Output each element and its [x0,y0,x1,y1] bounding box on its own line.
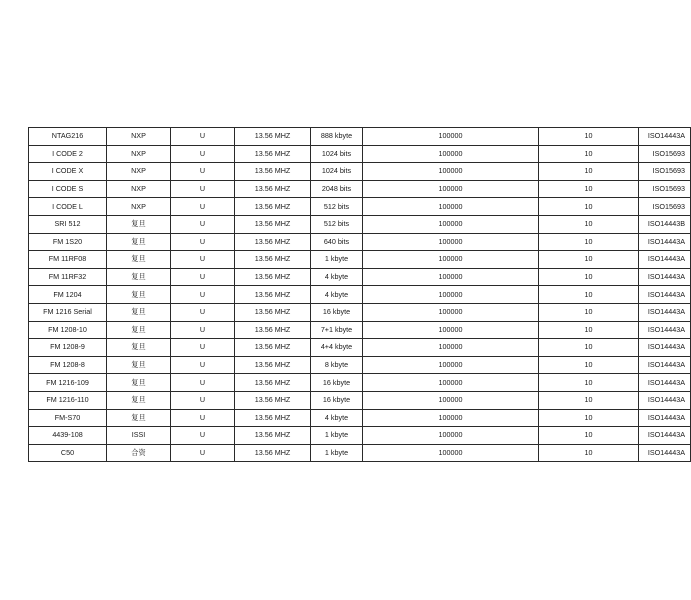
cell-standard: ISO15693 [639,198,691,216]
cell-frequency: 13.56 MHZ [235,391,311,409]
cell-write-cycles: 100000 [363,391,539,409]
cell-write-cycles: 100000 [363,321,539,339]
cell-manufacturer: 复旦 [107,303,171,321]
cell-model: FM 1208-9 [29,339,107,357]
cell-standard: ISO14443A [639,128,691,146]
cell-memory: 4+4 kbyte [311,339,363,357]
cell-frequency: 13.56 MHZ [235,286,311,304]
cell-manufacturer: 复旦 [107,233,171,251]
cell-model: FM 1216-110 [29,391,107,409]
cell-retention: 10 [539,444,639,462]
cell-retention: 10 [539,145,639,163]
cell-write-cycles: 100000 [363,444,539,462]
cell-type: U [171,391,235,409]
cell-type: U [171,374,235,392]
cell-type: U [171,444,235,462]
cell-frequency: 13.56 MHZ [235,356,311,374]
cell-manufacturer: 复旦 [107,215,171,233]
cell-manufacturer: 复旦 [107,251,171,269]
cell-memory: 1 kbyte [311,427,363,445]
cell-type: U [171,339,235,357]
cell-standard: ISO14443A [639,286,691,304]
cell-frequency: 13.56 MHZ [235,409,311,427]
cell-write-cycles: 100000 [363,251,539,269]
cell-memory: 512 bits [311,198,363,216]
cell-type: U [171,251,235,269]
cell-manufacturer: 复旦 [107,321,171,339]
table-row [29,128,691,146]
cell-memory: 1 kbyte [311,251,363,269]
cell-memory: 4 kbyte [311,268,363,286]
cell-write-cycles: 100000 [363,233,539,251]
cell-model: FM 1216 Serial [29,303,107,321]
cell-frequency: 13.56 MHZ [235,233,311,251]
cell-model: I CODE 2 [29,145,107,163]
cell-memory: 16 kbyte [311,374,363,392]
cell-retention: 10 [539,198,639,216]
cell-type: U [171,321,235,339]
cell-write-cycles: 100000 [363,215,539,233]
cell-model: FM-S70 [29,409,107,427]
cell-manufacturer: ISSI [107,427,171,445]
cell-standard: ISO14443A [639,374,691,392]
table-row [29,198,691,216]
cell-retention: 10 [539,339,639,357]
cell-manufacturer: NXP [107,198,171,216]
cell-write-cycles: 100000 [363,303,539,321]
cell-model: FM 1216-109 [29,374,107,392]
cell-memory: 4 kbyte [311,409,363,427]
cell-frequency: 13.56 MHZ [235,303,311,321]
cell-frequency: 13.56 MHZ [235,180,311,198]
cell-standard: ISO15693 [639,180,691,198]
cell-type: U [171,163,235,181]
cell-type: U [171,356,235,374]
cell-retention: 10 [539,356,639,374]
cell-frequency: 13.56 MHZ [235,251,311,269]
cell-retention: 10 [539,251,639,269]
cell-model: FM 1204 [29,286,107,304]
table-row [29,391,691,409]
cell-standard: ISO14443A [639,391,691,409]
cell-write-cycles: 100000 [363,198,539,216]
table-row [29,321,691,339]
cell-standard: ISO14443A [639,339,691,357]
cell-model: I CODE L [29,198,107,216]
cell-memory: 16 kbyte [311,391,363,409]
table-row [29,286,691,304]
cell-standard: ISO15693 [639,163,691,181]
cell-retention: 10 [539,321,639,339]
cell-manufacturer: 复旦 [107,374,171,392]
cell-frequency: 13.56 MHZ [235,339,311,357]
cell-write-cycles: 100000 [363,339,539,357]
table-row [29,180,691,198]
cell-standard: ISO14443A [639,444,691,462]
cell-retention: 10 [539,268,639,286]
cell-model: I CODE S [29,180,107,198]
cell-frequency: 13.56 MHZ [235,128,311,146]
cell-retention: 10 [539,303,639,321]
cell-manufacturer: 复旦 [107,356,171,374]
chip-spec-table [28,127,691,462]
cell-type: U [171,145,235,163]
cell-frequency: 13.56 MHZ [235,198,311,216]
cell-retention: 10 [539,163,639,181]
cell-retention: 10 [539,286,639,304]
cell-write-cycles: 100000 [363,374,539,392]
cell-memory: 16 kbyte [311,303,363,321]
cell-standard: ISO14443A [639,321,691,339]
cell-frequency: 13.56 MHZ [235,427,311,445]
cell-standard: ISO14443B [639,215,691,233]
table-row [29,145,691,163]
cell-retention: 10 [539,233,639,251]
cell-model: C50 [29,444,107,462]
cell-manufacturer: 复旦 [107,268,171,286]
table-row [29,374,691,392]
cell-standard: ISO15693 [639,145,691,163]
cell-model: FM 11RF32 [29,268,107,286]
cell-manufacturer: 复旦 [107,286,171,304]
table-row [29,163,691,181]
cell-type: U [171,427,235,445]
cell-frequency: 13.56 MHZ [235,321,311,339]
cell-memory: 2048 bits [311,180,363,198]
cell-memory: 512 bits [311,215,363,233]
cell-frequency: 13.56 MHZ [235,145,311,163]
cell-frequency: 13.56 MHZ [235,268,311,286]
cell-standard: ISO14443A [639,268,691,286]
cell-type: U [171,303,235,321]
cell-write-cycles: 100000 [363,180,539,198]
table-row [29,251,691,269]
table-row [29,427,691,445]
table-row [29,215,691,233]
cell-write-cycles: 100000 [363,356,539,374]
cell-manufacturer: NXP [107,128,171,146]
cell-model: 4439-108 [29,427,107,445]
cell-retention: 10 [539,128,639,146]
cell-frequency: 13.56 MHZ [235,215,311,233]
cell-manufacturer: 复旦 [107,339,171,357]
cell-manufacturer: NXP [107,163,171,181]
table-row [29,339,691,357]
cell-type: U [171,268,235,286]
cell-type: U [171,286,235,304]
cell-model: SRI 512 [29,215,107,233]
cell-standard: ISO14443A [639,409,691,427]
cell-type: U [171,233,235,251]
cell-retention: 10 [539,215,639,233]
cell-memory: 1024 bits [311,145,363,163]
cell-type: U [171,180,235,198]
table-row [29,268,691,286]
cell-write-cycles: 100000 [363,268,539,286]
cell-write-cycles: 100000 [363,128,539,146]
cell-frequency: 13.56 MHZ [235,444,311,462]
cell-retention: 10 [539,374,639,392]
cell-write-cycles: 100000 [363,145,539,163]
cell-write-cycles: 100000 [363,286,539,304]
cell-write-cycles: 100000 [363,409,539,427]
table-row [29,356,691,374]
cell-frequency: 13.56 MHZ [235,374,311,392]
cell-standard: ISO14443A [639,251,691,269]
cell-memory: 888 kbyte [311,128,363,146]
cell-write-cycles: 100000 [363,163,539,181]
table-row [29,409,691,427]
cell-type: U [171,128,235,146]
cell-retention: 10 [539,391,639,409]
cell-retention: 10 [539,427,639,445]
cell-model: FM 1S20 [29,233,107,251]
cell-retention: 10 [539,180,639,198]
cell-memory: 640 bits [311,233,363,251]
cell-standard: ISO14443A [639,356,691,374]
cell-memory: 4 kbyte [311,286,363,304]
cell-memory: 1 kbyte [311,444,363,462]
cell-standard: ISO14443A [639,427,691,445]
cell-standard: ISO14443A [639,233,691,251]
cell-manufacturer: 合资 [107,444,171,462]
cell-memory: 7+1 kbyte [311,321,363,339]
cell-manufacturer: NXP [107,145,171,163]
table-row [29,444,691,462]
cell-manufacturer: 复旦 [107,409,171,427]
cell-write-cycles: 100000 [363,427,539,445]
cell-frequency: 13.56 MHZ [235,163,311,181]
cell-memory: 1024 bits [311,163,363,181]
table-row [29,233,691,251]
cell-manufacturer: NXP [107,180,171,198]
cell-model: FM 11RF08 [29,251,107,269]
cell-memory: 8 kbyte [311,356,363,374]
table-row [29,303,691,321]
cell-model: NTAG216 [29,128,107,146]
cell-type: U [171,215,235,233]
cell-standard: ISO14443A [639,303,691,321]
cell-retention: 10 [539,409,639,427]
cell-model: FM 1208-8 [29,356,107,374]
cell-type: U [171,409,235,427]
cell-manufacturer: 复旦 [107,391,171,409]
cell-model: I CODE X [29,163,107,181]
cell-model: FM 1208-10 [29,321,107,339]
cell-type: U [171,198,235,216]
table-body [29,128,691,462]
